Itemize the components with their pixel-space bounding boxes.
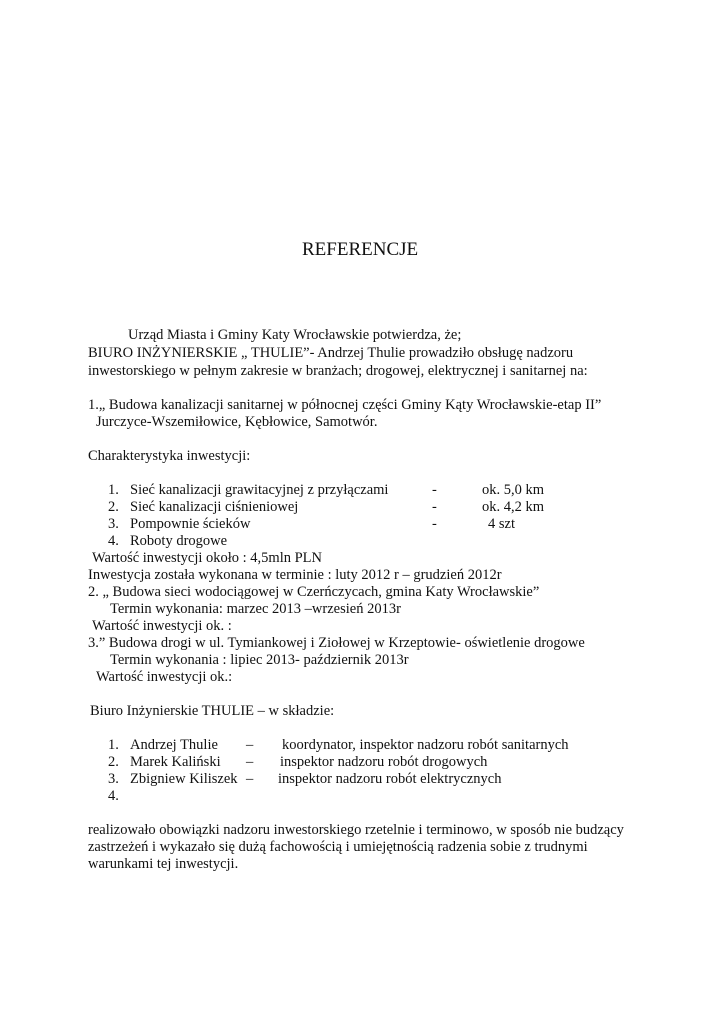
team-member-role: koordynator, inspektor nadzoru robót sanitarnych bbox=[282, 737, 569, 753]
list-item-dash: – bbox=[246, 737, 254, 753]
closing-line-1: realizowało obowiązki nadzoru inwestorskiego rzetelnie i terminowo, w sposób nie budzący bbox=[88, 822, 624, 838]
project-2-term: Termin wykonania: marzec 2013 –wrzesień 2013r bbox=[110, 601, 401, 617]
project-3-term: Termin wykonania : lipiec 2013- październik 2013r bbox=[110, 652, 409, 668]
list-item-dash: – bbox=[246, 771, 254, 787]
list-item-value: ok. 4,2 km bbox=[482, 499, 545, 515]
document-title: REFERENCJE bbox=[302, 239, 419, 260]
list-item-name: Sieć kanalizacji ciśnieniowej bbox=[130, 499, 299, 515]
list-item-dash: - bbox=[432, 482, 437, 498]
team-heading: Biuro Inżynierskie THULIE – w składzie: bbox=[90, 703, 335, 719]
list-item-number: 1. bbox=[108, 482, 119, 498]
project-2-title: 2. „ Budowa sieci wodociągowej w Czerńczycach, gmina Katy Wrocławskie” bbox=[88, 584, 540, 600]
list-item-value: ok. 5,0 km bbox=[482, 482, 545, 498]
list-item-number: 3. bbox=[108, 516, 119, 532]
list-item-number: 2. bbox=[108, 499, 119, 515]
team-member-role: inspektor nadzoru robót elektrycznych bbox=[278, 771, 502, 787]
list-item-dash: - bbox=[432, 499, 437, 515]
intro-line-1: Urząd Miasta i Gminy Katy Wrocławskie potwierdza, że; bbox=[128, 327, 462, 343]
list-item-number: 3. bbox=[108, 771, 119, 787]
list-item-name: Pompownie ścieków bbox=[130, 516, 251, 532]
project-1-title: 1.„ Budowa kanalizacji sanitarnej w północnej części Gminy Kąty Wrocławskie-etap II” bbox=[88, 397, 602, 413]
list-item-name: Sieć kanalizacji grawitacyjnej z przyłączami bbox=[130, 482, 389, 498]
project-1-term: Inwestycja została wykonana w terminie : luty 2012 r – grudzień 2012r bbox=[88, 567, 502, 583]
team-member-name: Zbigniew Kiliszek bbox=[130, 771, 238, 787]
intro-line-3: inwestorskiego w pełnym zakresie w branżach; drogowej, elektrycznej i sanitarnej na: bbox=[88, 363, 588, 379]
list-item-number: 4. bbox=[108, 788, 119, 804]
list-item-number: 1. bbox=[108, 737, 119, 753]
list-item-number: 4. bbox=[108, 533, 119, 549]
list-item-value: 4 szt bbox=[488, 516, 515, 532]
project-1-locations: Jurczyce-Wszemiłowice, Kębłowice, Samotwór. bbox=[96, 414, 378, 430]
characteristics-heading: Charakterystyka inwestycji: bbox=[88, 448, 251, 464]
team-member-name: Andrzej Thulie bbox=[130, 737, 218, 753]
team-member-name: Marek Kaliński bbox=[130, 754, 221, 770]
closing-line-2: zastrzeżeń i wykazało się dużą fachowością i umiejętnością radzenia sobie z trudnymi bbox=[88, 839, 588, 855]
list-item-dash: - bbox=[432, 516, 437, 532]
list-item-name: Roboty drogowe bbox=[130, 533, 228, 549]
project-2-value: Wartość inwestycji ok. : bbox=[92, 618, 232, 634]
project-3-title: 3.” Budowa drogi w ul. Tymiankowej i Ziołowej w Krzeptowie- oświetlenie drogowe bbox=[88, 635, 585, 651]
intro-line-2: BIURO INŻYNIERSKIE „ THULIE”- Andrzej Thulie prowadziło obsługę nadzoru bbox=[88, 345, 574, 361]
list-item-number: 2. bbox=[108, 754, 119, 770]
closing-line-3: warunkami tej inwestycji. bbox=[88, 856, 239, 872]
project-3-value: Wartość inwestycji ok.: bbox=[96, 669, 233, 685]
project-1-value: Wartość inwestycji około : 4,5mln PLN bbox=[92, 550, 323, 566]
team-member-role: inspektor nadzoru robót drogowych bbox=[280, 754, 488, 770]
list-item-dash: – bbox=[246, 754, 254, 770]
